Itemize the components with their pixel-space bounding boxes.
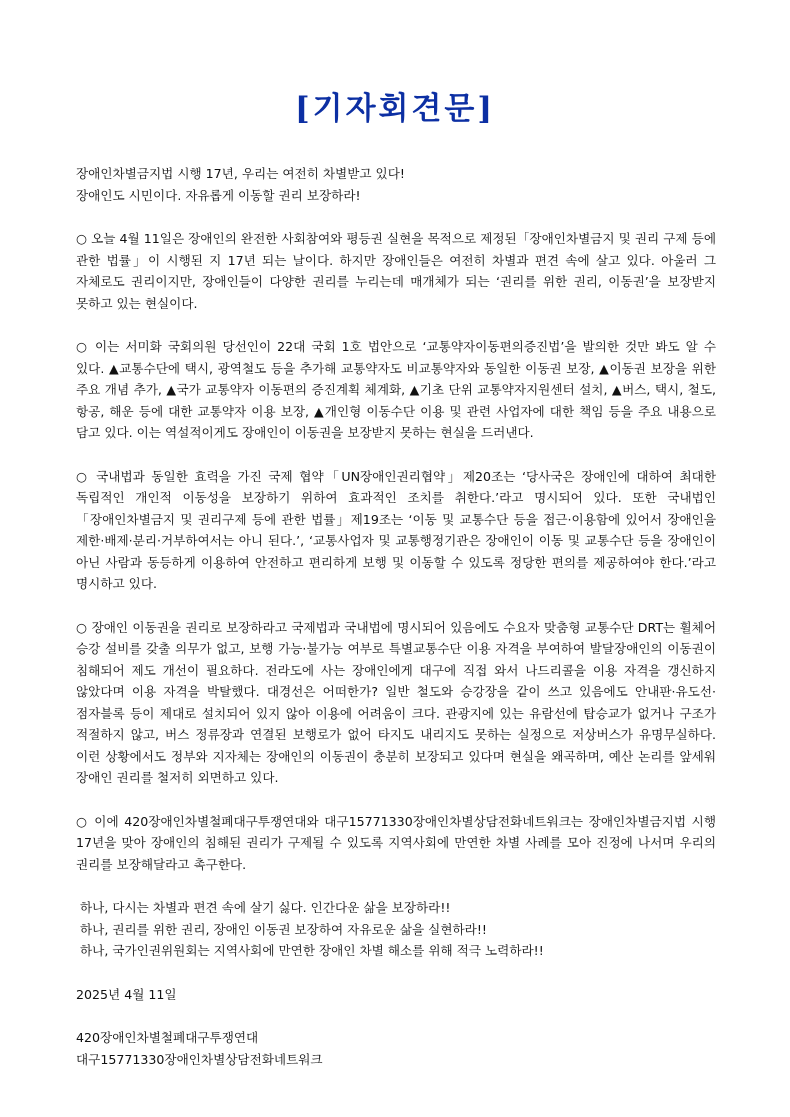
document-body bbox=[76, 163, 716, 1070]
body-paragraph: ○ 장애인 이동권을 권리로 보장하라고 국제법과 국내법에 명시되어 있음에도 수요자 맞춤형 교통수단 DRT는 휠체어 승강 설비를 갖출 의무가 없고, 보행 가능·불가능 여부로 특별교통수단 이용 자격을 부여하여 발달장애인의 이동권이 침해되어 제도 개선이 필요하다. 전라도에 사는 장애인에게 대구에 직접 와서 나드리콜을 이용 자격을 갱신하지 않았다며 이용 자격을 박탈했다. 대경선은 어떠한가? 일반 철도와 승강장을 같이 쓰고 있음에도 안내판·유도선·점자블록 등이 제대로 설치되어 있지 않아 이용에 어려움이 크다. 관광지에 있는 유람선에 탑승교가 없거나 구조가 적절하지 않고, 버스 정류장과 연결된 보행로가 없어 타지도 내리지도 못하는 실정으로 저상버스가 유명무실하다. 이런 상황에서도 정부와 지자체는 장애인의 이동권이 충분히 보장되고 있다며 현실을 왜곡하며, 예산 논리를 앞세워 장애인 권리를 철저히 외면하고 있다. bbox=[76, 619, 716, 785]
body-paragraph: ○ 국내법과 동일한 효력을 가진 국제 협약「UN장애인권리협약」제20조는 ‘당사국은 장애인에 대하여 최대한 독립적인 개인적 이동성을 보장하기 위하여 효과적인 조치를 취한다.’라고 명시되어 있다. 또한 국내법인「장애인차별금지 및 권리구제 등에 관한 법률」제19조는 ‘이동 및 교통수단 등을 접근·이용함에 있어서 장애인을 제한·배제·분리·거부하여서는 아니 된다.’, ‘교통사업자 및 교통행정기관은 장애인이 이동 및 교통수단 등을 장애인이 아닌 사람과 동등하게 이용하여 안전하고 편리하게 보행 및 이동할 수 있도록 정당한 편의를 제공하여야 한다.’라고 명시하고 있다. bbox=[76, 468, 716, 591]
resolution-item: 하나, 국가인권위원회는 지역사회에 만연한 장애인 차별 해소를 위해 적극 노력하라!! bbox=[80, 943, 544, 958]
title-block bbox=[0, 90, 790, 128]
resolutions bbox=[76, 897, 716, 962]
document-title: [기자회견문] bbox=[294, 91, 496, 127]
body-paragraph: ○ 오늘 4월 11일은 장애인의 완전한 사회참여와 평등권 실현을 목적으로 제정된「장애인차별금지 및 권리 구제 등에 관한 법률」이 시행된 지 17년 되는 날이다. 하지만 장애인들은 여전히 차별과 편견 속에 살고 있다. 아울러 그 자체로도 권리이지만, 장애인들이 다양한 권리를 누리는데 매개체가 되는 ‘권리를 위한 권리, 이동권’을 보장받지 못하고 있는 현실이다. bbox=[76, 231, 716, 311]
body-paragraph: ○ 이에 420장애인차별철폐대구투쟁연대와 대구15771330장애인차별상담전화네트워크는 장애인차별금지법 시행 17년을 맞아 장애인의 침해된 권리가 구제될 수 있도록 지역사회에 만연한 차별 사례를 모아 진정에 나서며 우리의 권리를 보장해달라고 촉구한다. bbox=[76, 813, 716, 872]
signer-organization: 대구15771330장애인차별상담전화네트워크 bbox=[76, 1051, 323, 1067]
headline bbox=[76, 163, 716, 206]
headline-line: 장애인차별금지법 시행 17년, 우리는 여전히 차별받고 있다! bbox=[76, 166, 405, 181]
body-paragraph: ○ 이는 서미화 국회의원 당선인이 22대 국회 1호 법안으로 ‘교통약자이동편의증진법’을 발의한 것만 봐도 알 수 있다. ▲교통수단에 택시, 광역철도 등을 추가해 교통약자도 비교통약자와 동일한 이동권 보장, ▲이동권 보장을 위한 주요 개념 추가, ▲국가 교통약자 이동편의 증진계획 체계화, ▲기초 단위 교통약자지원센터 설치, ▲버스, 택시, 철도, 항공, 해운 등에 대한 교통약자 이용 보장, ▲개인형 이동수단 이용 및 관련 사업자에 대한 책임 등을 주요 내용으로 담고 있다. 이는 역설적이게도 장애인이 이동권을 보장받지 못하는 현실을 드러낸다. bbox=[76, 339, 716, 440]
resolution-item: 하나, 다시는 차별과 편견 속에 살기 싫다. 인간다운 삶을 보장하라!! bbox=[80, 900, 451, 915]
signer-organization: 420장애인차별철폐대구투쟁연대 bbox=[76, 1030, 259, 1045]
headline-line: 장애인도 시민이다. 자유롭게 이동할 권리 보장하라! bbox=[76, 187, 361, 203]
signers bbox=[76, 1027, 716, 1070]
resolution-item: 하나, 권리를 위한 권리, 장애인 이동권 보장하여 자유로운 삶을 실현하라!! bbox=[80, 921, 487, 937]
statement-date: 2025년 4월 11일 bbox=[76, 986, 177, 1002]
